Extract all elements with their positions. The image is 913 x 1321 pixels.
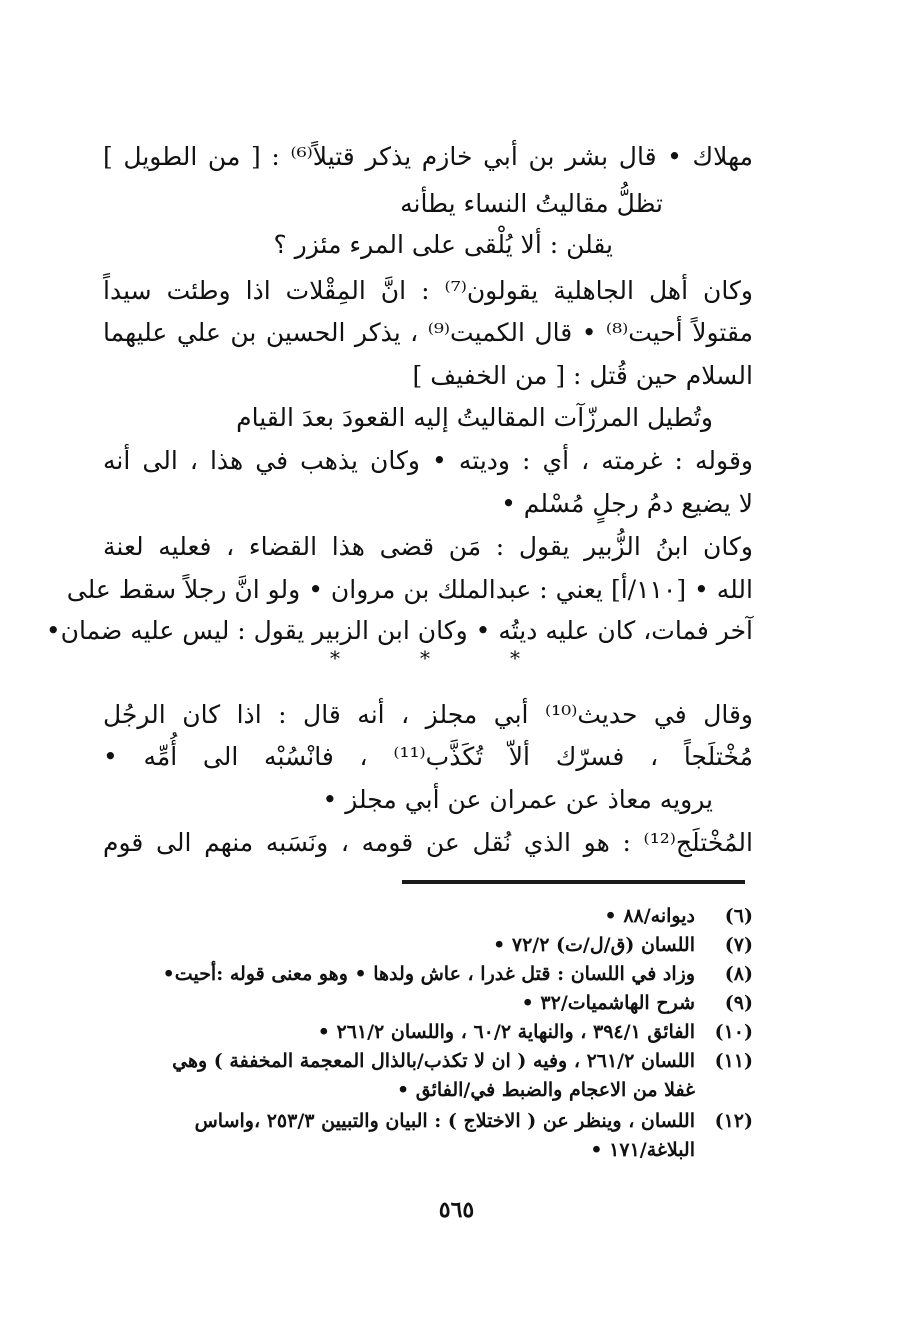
star-glyph: * [420,646,430,670]
body-line: لا يضيع دمُ رجلٍ مُسْلم • [501,489,753,518]
footnote [103,989,753,1018]
footnote-text: شرح الهاشميات/٣٢ • [521,992,695,1014]
footnote-number: (٦) [724,905,753,927]
section-divider-stars [330,648,520,668]
footnote [103,1107,753,1136]
star-glyph: * [510,646,520,670]
body-line: وكان أهل الجاهلية يقولون⁽⁷⁾ : انَّ المِقْلات اذا وطئت سيداً [103,276,753,305]
body-line: مهلاك • قال بشر بن أبي خازم يذكر قتيلاً⁽⁶⁾ : [ من الطويل ] [103,142,753,171]
footnote [103,902,753,931]
body-line: يرويه معاذ عن عمران عن أبي مجلز • [322,785,713,814]
footnote-number: (١٠) [714,1021,753,1043]
footnote [103,1018,753,1047]
page-number: ٥٦٥ [438,1197,475,1223]
footnote-number: (٧) [724,934,753,956]
body-line: المُخْتلَج⁽¹²⁾ : هو الذي نُقل عن قومه ، ونَسَبه منهم الى قوم [103,828,753,857]
footnote-text: اللسان ، وينظر عن ( الاختلاج ) : البيان والتبيين ٢٥٣/٣ ،واساس [194,1110,695,1132]
footnote-text: وزاد في اللسان : قتل غدرا ، عاش ولدها • وهو معنى قوله :أحيت• [162,963,695,985]
footnote-number: (١٢) [714,1110,753,1132]
footnote [103,960,753,989]
footnote-text: ديوانه/٨٨ • [604,905,695,927]
footnote-continuation: البلاغة/١٧١ • [590,1139,695,1161]
body-line: وكان ابنُ الزُّبير يقول : مَن قضى هذا القضاء ، فعليه لعنة [103,532,753,561]
footnote-text: الفائق ٣٩٤/١ ، والنهاية ٦٠/٢ ، واللسان ٢٦١/٢ • [317,1021,695,1043]
body-line: السلام حين قُتل : [ من الخفيف ] [412,361,753,390]
body-line: وقوله : غرمته ، أي : وديته • وكان يذهب في هذا ، الى أنه [103,446,753,475]
body-line: الله • [١١٠/أ] يعني : عبدالملك بن مروان • ولو انَّ رجلاً سقط على [66,575,753,604]
verse-line: وتُطيل المرزّآت المقاليتُ إليه القعودَ بعدَ القيام [236,403,713,432]
footnote-number: (٨) [724,963,753,985]
footnote-continuation: غفلا من الاعجام والضبط في/الفائق • [397,1079,695,1101]
verse-line: تظلُّ مقاليتُ النساء يطأنه [400,189,663,218]
footnote-separator [402,880,745,884]
body-line: آخر فمات، كان عليه ديتُه • وكان ابن الزبير يقول : ليس عليه ضمان• [45,616,753,645]
body-line: مقتولاً أحيت⁽⁸⁾ • قال الكميت⁽⁹⁾ ، يذكر الحسين بن علي عليهما [103,318,753,347]
verse-line: يقلن : ألا يُلْقى على المرء مئزر ؟ [273,230,613,259]
footnote-number: (٩) [724,992,753,1014]
footnote-number: (١١) [714,1050,753,1072]
footnote-text: اللسان (ق/ل/ت) ٧٢/٢ • [493,934,695,956]
star-glyph: * [330,646,340,670]
footnote-text: اللسان ٢٦١/٢ ، وفيه ( ان لا تكذب/بالذال المعجمة المخففة ) وهي [172,1050,695,1072]
footnote [103,1047,753,1076]
body-line: وقال في حديث⁽¹⁰⁾ أبي مجلز ، أنه قال : اذا كان الرجُل [103,700,753,729]
body-line: مُخْتلَجاً ، فسرّك ألاّ تُكَذَّب⁽¹¹⁾ ، فانْسُبْه الى أُمِّه • [103,742,753,771]
footnote [103,931,753,960]
